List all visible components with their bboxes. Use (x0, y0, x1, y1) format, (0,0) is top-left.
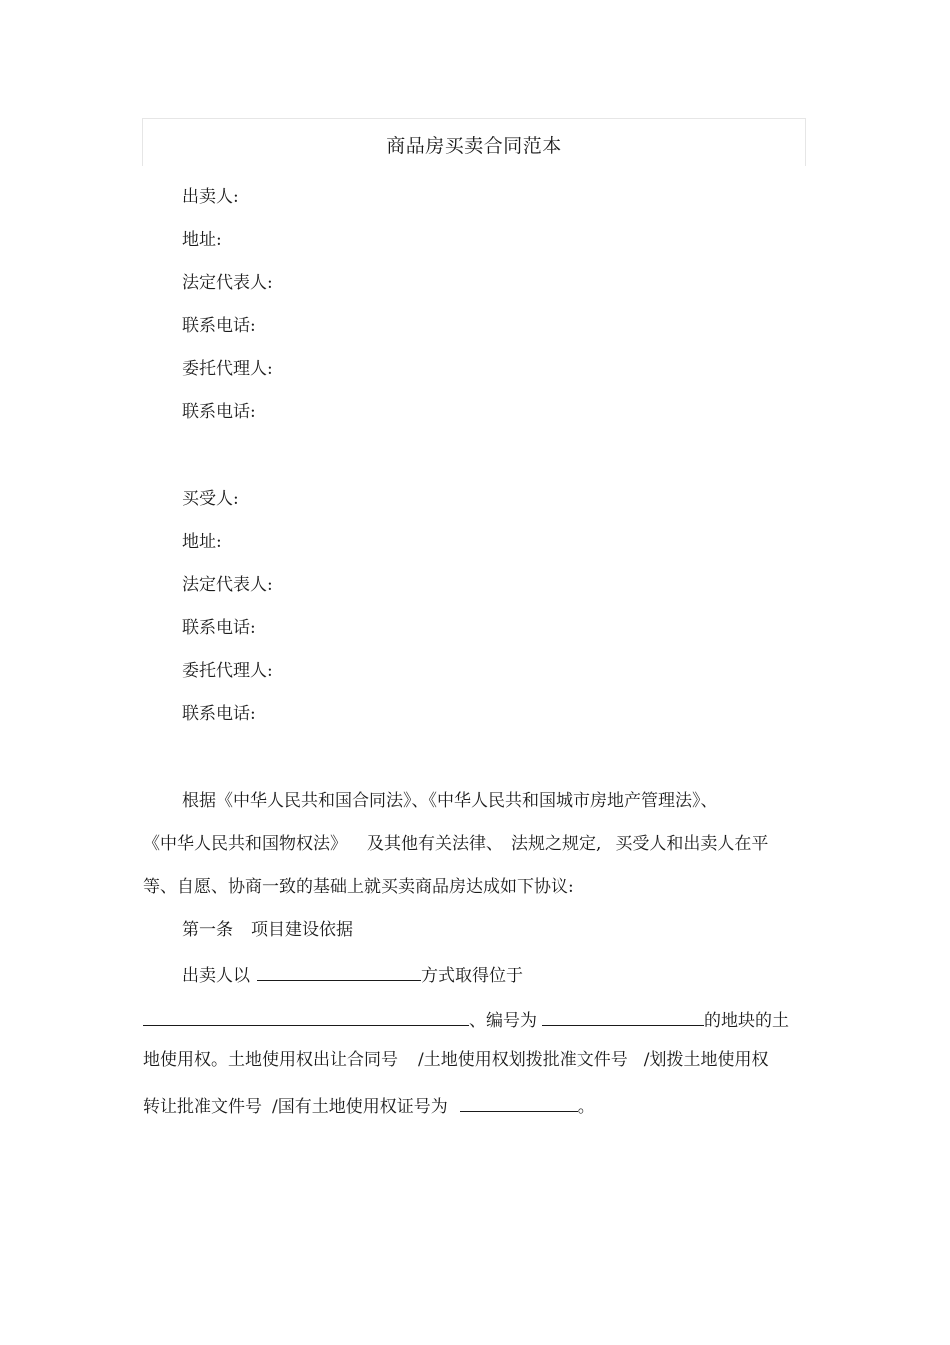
seller-legal-rep: 法定代表人: (182, 273, 273, 293)
preamble-line-1: 根据《中华人民共和国合同法》、《中华人民共和国城市房地产管理法》、 (182, 791, 718, 811)
document-title: 商品房买卖合同范本 (386, 135, 562, 157)
article-1-text-1b: 方式取得位于 (421, 966, 523, 986)
buyer-agent-phone: 联系电话: (182, 704, 256, 724)
buyer-legal-rep: 法定代表人: (182, 575, 273, 595)
acquisition-method-blank[interactable] (257, 963, 421, 981)
article-1-text-3c: /划拨土地使用权 (643, 1050, 769, 1070)
buyer-address: 地址: (182, 532, 222, 552)
article-1-text-1a: 出卖人以 (182, 966, 250, 986)
article-1-para-4 (143, 1094, 595, 1117)
article-1-text-2a: 、编号为 (469, 1011, 537, 1031)
buyer-label: 买受人: (182, 489, 239, 509)
seller-phone: 联系电话: (182, 316, 256, 336)
location-blank[interactable] (143, 1008, 469, 1026)
article-1-text-3a: 地使用权。土地使用权出让合同号 (143, 1050, 398, 1070)
preamble-line-2-part-2: 及其他有关法律、 (367, 834, 503, 854)
preamble-line-2-part-1: 《中华人民共和国物权法》 (143, 834, 347, 854)
seller-agent-phone: 联系电话: (182, 402, 256, 422)
article-1-text-4c: 。 (577, 1097, 595, 1117)
preamble-line-2 (143, 834, 768, 854)
article-1-para-1 (182, 963, 523, 986)
buyer-agent: 委托代理人: (182, 661, 273, 681)
article-1-text-3b: /土地使用权划拨批准文件号 (418, 1050, 628, 1070)
seller-address: 地址: (182, 230, 222, 250)
buyer-phone: 联系电话: (182, 618, 256, 638)
article-1-text-4a: 转让批准文件号 (143, 1097, 262, 1117)
article-1-para-3 (143, 1050, 768, 1070)
preamble-line-3: 等、自愿、协商一致的基础上就买卖商品房达成如下协议: (143, 877, 574, 897)
article-1-title: 项目建设依据 (251, 920, 353, 940)
article-1-number: 第一条 (182, 920, 233, 940)
article-1-heading (182, 920, 353, 940)
article-1-para-2 (143, 1008, 789, 1031)
article-1-text-2b: 的地块的土 (704, 1011, 789, 1031)
certificate-number-blank[interactable] (460, 1094, 578, 1112)
seller-label: 出卖人: (182, 187, 239, 207)
article-1-text-4b: /国有土地使用权证号为 (272, 1097, 448, 1117)
parcel-number-blank[interactable] (542, 1008, 704, 1026)
title-box (142, 118, 806, 166)
preamble-line-2-part-4: 买受人和出卖人在平 (615, 834, 769, 854)
preamble-line-2-part-3: 法规之规定, (511, 834, 602, 854)
seller-agent: 委托代理人: (182, 359, 273, 379)
